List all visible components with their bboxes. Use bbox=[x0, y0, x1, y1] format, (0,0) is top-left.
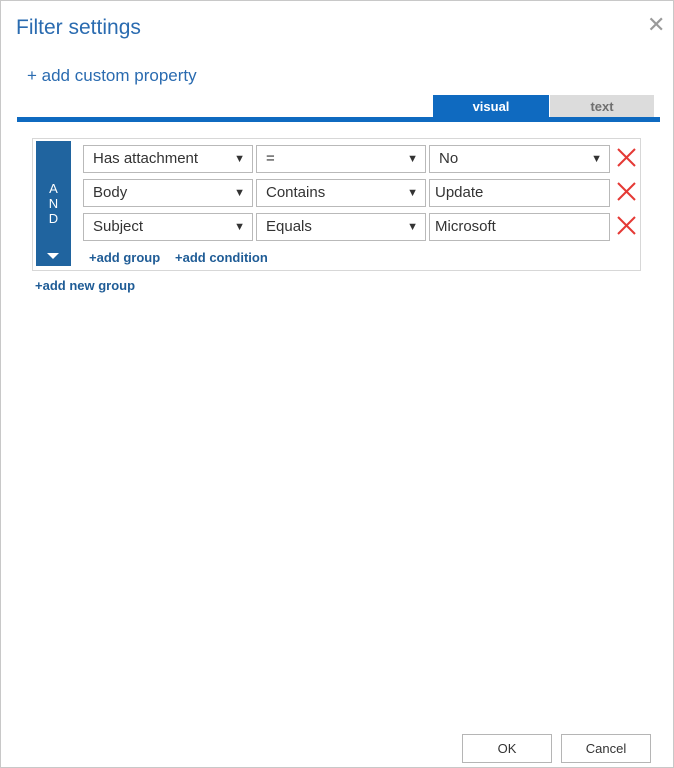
delete-condition-icon[interactable] bbox=[616, 215, 637, 236]
value-input[interactable]: Microsoft bbox=[429, 213, 610, 241]
group-operator-toggle[interactable] bbox=[36, 141, 71, 266]
property-select[interactable] bbox=[83, 179, 253, 207]
add-new-group-link[interactable]: +add new group bbox=[35, 278, 136, 293]
dialog-title: Filter settings bbox=[16, 16, 141, 39]
tab-underline bbox=[17, 117, 660, 122]
property-value: Subject bbox=[93, 218, 144, 235]
dropdown-arrow-icon: ▼ bbox=[591, 153, 602, 165]
ok-button[interactable]: OK bbox=[462, 734, 552, 763]
dropdown-arrow-icon: ▼ bbox=[234, 153, 245, 165]
delete-condition-icon[interactable] bbox=[616, 147, 637, 168]
close-icon[interactable]: ✕ bbox=[647, 12, 666, 37]
add-group-link[interactable]: +add group bbox=[89, 250, 161, 265]
add-condition-link[interactable]: +add condition bbox=[175, 250, 268, 265]
comparison-select[interactable] bbox=[256, 213, 426, 241]
tab-text[interactable]: text bbox=[550, 95, 654, 117]
comparison-select[interactable] bbox=[256, 145, 426, 173]
cancel-button[interactable]: Cancel bbox=[561, 734, 651, 763]
value-select[interactable] bbox=[429, 145, 610, 173]
dropdown-arrow-icon: ▼ bbox=[407, 221, 418, 233]
value-input[interactable]: Update bbox=[429, 179, 610, 207]
comparison-select[interactable] bbox=[256, 179, 426, 207]
property-select[interactable] bbox=[83, 145, 253, 173]
dropdown-arrow-icon: ▼ bbox=[234, 187, 245, 199]
property-value: Has attachment bbox=[93, 150, 199, 167]
caret-down-icon[interactable] bbox=[47, 253, 59, 259]
value-value: No bbox=[439, 150, 459, 167]
comparison-value: Equals bbox=[266, 218, 312, 235]
comparison-value: Contains bbox=[266, 184, 326, 201]
dropdown-arrow-icon: ▼ bbox=[407, 187, 418, 199]
add-custom-property-link[interactable]: + add custom property bbox=[27, 66, 197, 85]
dropdown-arrow-icon: ▼ bbox=[234, 221, 245, 233]
tab-visual[interactable]: visual bbox=[433, 95, 549, 117]
comparison-value: = bbox=[266, 150, 275, 167]
group-operator-label: A N D bbox=[48, 181, 59, 226]
property-value: Body bbox=[93, 184, 128, 201]
dropdown-arrow-icon: ▼ bbox=[407, 153, 418, 165]
property-select[interactable] bbox=[83, 213, 253, 241]
delete-condition-icon[interactable] bbox=[616, 181, 637, 202]
